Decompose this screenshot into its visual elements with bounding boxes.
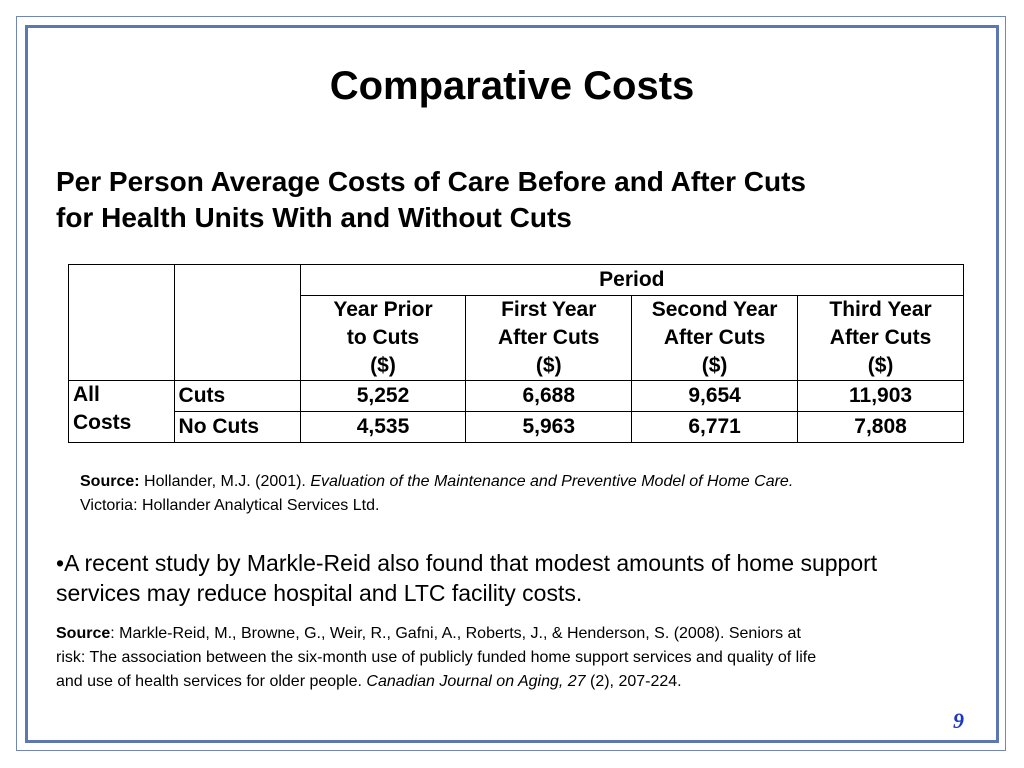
table-cell: 9,654	[632, 381, 798, 412]
column-header-line: Third Year	[829, 298, 932, 321]
column-header-unit: ($)	[370, 354, 396, 377]
study-source-citation	[56, 622, 1006, 694]
source-label: Source:	[80, 473, 140, 490]
citation-line-1	[56, 622, 1006, 646]
table-period-row	[69, 265, 964, 296]
page-number: 9	[953, 708, 964, 733]
period-header: Period	[300, 265, 963, 296]
row-group-label-line: All	[73, 383, 100, 406]
citation-journal: Canadian Journal on Aging, 27	[366, 673, 586, 690]
column-header-year-prior	[300, 296, 466, 381]
table-source-citation	[80, 470, 980, 518]
column-header-second-year	[632, 296, 798, 381]
empty-header-cell-1	[69, 265, 175, 381]
citation-authors: Hollander, M.J. (2001).	[139, 473, 311, 490]
column-header-first-year	[466, 296, 632, 381]
citation-title: Evaluation of the Maintenance and Preventive Model of Home Care.	[310, 473, 794, 490]
table-cell: 5,252	[300, 381, 466, 412]
table-cell: 6,771	[632, 412, 798, 443]
bullet-text: A recent study by Markle-Reid also found that modest amounts of home support	[64, 550, 878, 576]
source-label: Source	[56, 625, 111, 642]
costs-table	[68, 264, 964, 443]
table-heading-line-2: for Health Units With and Without Cuts	[56, 202, 572, 233]
citation-line-3	[56, 670, 1006, 694]
column-header-unit: ($)	[701, 354, 728, 377]
bullet-line-1	[56, 548, 986, 578]
citation-text: and use of health services for older people.	[56, 673, 367, 690]
column-header-line: After Cuts	[663, 326, 766, 349]
table-row-no-cuts	[69, 412, 964, 443]
bullet-line-2: services may reduce hospital and LTC facility costs.	[56, 580, 583, 606]
bullet-marker: •	[56, 550, 65, 576]
column-header-line: First Year	[501, 298, 597, 321]
table-cell: 11,903	[798, 381, 964, 412]
table-row-cuts	[69, 381, 964, 412]
column-header-unit: ($)	[867, 354, 894, 377]
table-cell: 7,808	[798, 412, 964, 443]
row-group-label-line: Costs	[73, 411, 132, 434]
column-header-line: After Cuts	[497, 326, 600, 349]
column-header-line: After Cuts	[829, 326, 932, 349]
column-header-unit: ($)	[535, 354, 562, 377]
row-group-label	[69, 381, 175, 443]
table-heading	[56, 164, 996, 236]
table-cell: 4,535	[300, 412, 466, 443]
citation-line-1	[80, 470, 980, 494]
table-heading-line-1: Per Person Average Costs of Care Before and After Cuts	[56, 166, 806, 197]
bullet-point	[56, 548, 986, 608]
citation-line-2: risk: The association between the six-month use of publicly funded home support services and quality of life	[56, 649, 817, 666]
citation-authors: : Markle-Reid, M., Browne, G., Weir, R., Gafni, A., Roberts, J., & Henderson, S. (2008). Seniors at	[110, 625, 801, 642]
column-header-line: to Cuts	[346, 326, 420, 349]
row-label-no-cuts: No Cuts	[174, 412, 300, 443]
empty-header-cell-2	[174, 265, 300, 381]
table-cell: 5,963	[466, 412, 632, 443]
column-header-line: Year Prior	[333, 298, 433, 321]
citation-pages: (2), 207-224.	[585, 673, 682, 690]
column-header-third-year	[798, 296, 964, 381]
column-header-line: Second Year	[651, 298, 778, 321]
row-label-cuts: Cuts	[174, 381, 300, 412]
table-cell: 6,688	[466, 381, 632, 412]
citation-publisher: Victoria: Hollander Analytical Services Ltd.	[80, 497, 380, 514]
slide-title: Comparative Costs	[329, 64, 695, 108]
